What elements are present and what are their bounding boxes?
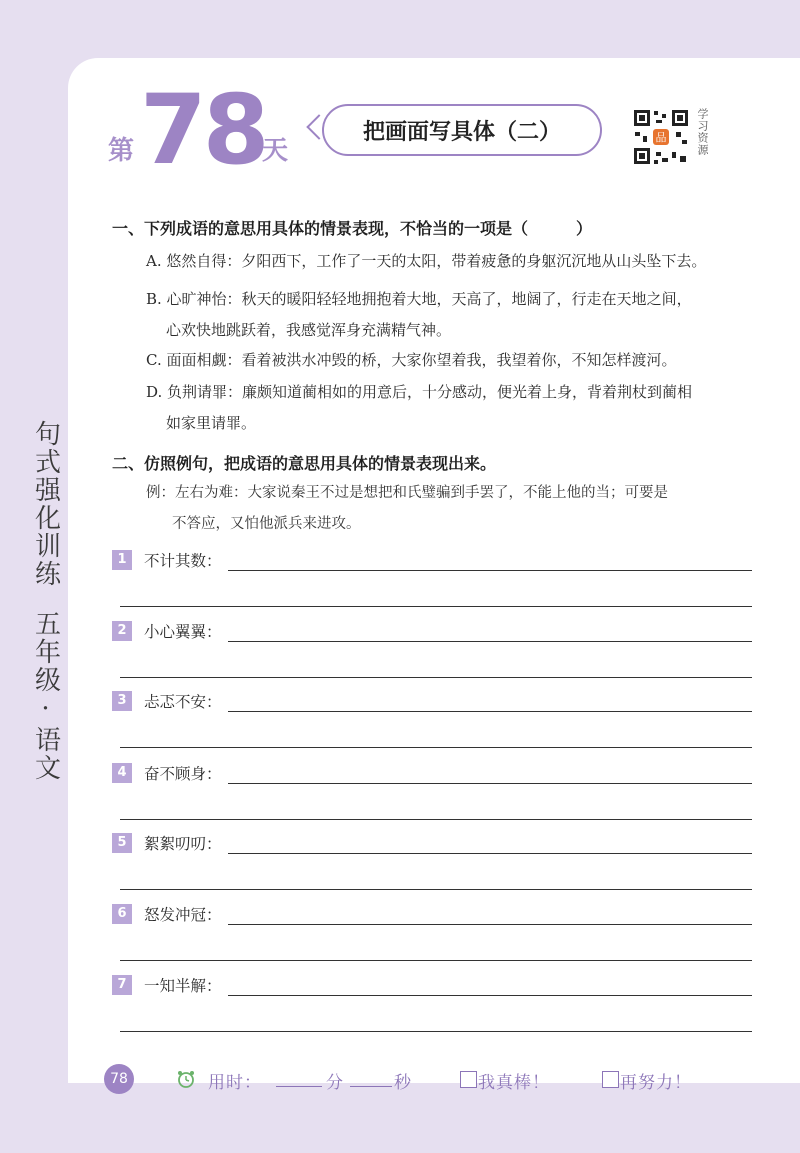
- exercise-item: [112, 904, 752, 960]
- item-idiom: 奋不顾身：: [144, 765, 222, 783]
- question-2-heading: 二、仿照例句，把成语的意思用具体的情景表现出来。: [112, 454, 497, 473]
- item-number-badge: 3: [112, 691, 132, 711]
- time-label: 用时：: [208, 1073, 262, 1093]
- item-idiom: 一知半解：: [144, 977, 222, 995]
- footer: [104, 1064, 744, 1094]
- option-d-continuation: 如家里请罪。: [166, 414, 257, 432]
- option-a-text: A. 悠然自得：夕阳西下，工作了一天的太阳，带着疲惫的身躯沉沉地从山头坠下去。: [146, 252, 707, 270]
- item-idiom: 不计其数：: [144, 552, 222, 570]
- self-rating-checkbox-great[interactable]: [460, 1071, 477, 1088]
- exercise-item: [112, 833, 752, 889]
- answer-line[interactable]: [228, 641, 752, 642]
- item-number-badge: 4: [112, 763, 132, 783]
- side-label-grade: 五年级·语文: [30, 610, 61, 782]
- option-b-continuation: 心欢快地跳跃着，我感觉浑身充满精气神。: [166, 321, 452, 339]
- item-idiom: 忐忑不安：: [144, 693, 222, 711]
- item-number-badge: 2: [112, 621, 132, 641]
- exercise-item: [112, 691, 752, 747]
- answer-line[interactable]: [120, 747, 752, 748]
- qr-center-label: 品: [655, 131, 667, 144]
- question-1-text: 一、下列成语的意思用具体的情景表现，不恰当的一项是（: [112, 219, 529, 238]
- answer-line[interactable]: [228, 853, 752, 854]
- qr-code-icon[interactable]: [632, 108, 690, 166]
- answer-line[interactable]: [120, 819, 752, 820]
- qr-caption: 学习资源: [696, 108, 709, 156]
- answer-line[interactable]: [228, 995, 752, 996]
- option-c-text: C. 面面相觑：看着被洪水冲毁的桥，大家你望着我，我望着你，不知怎样渡河。: [146, 351, 677, 369]
- question-1-heading: [112, 216, 592, 239]
- day-suffix: 天: [262, 136, 289, 166]
- option-b: [146, 284, 758, 346]
- item-number-badge: 1: [112, 550, 132, 570]
- answer-line[interactable]: [120, 606, 752, 607]
- day-number: 78: [140, 74, 266, 186]
- exercise-item: [112, 975, 752, 1031]
- option-d: [146, 377, 758, 439]
- exercise-item: [112, 621, 752, 677]
- exercise-item: [112, 763, 752, 819]
- side-label: [30, 420, 62, 782]
- lesson-title: [322, 104, 602, 156]
- self-rating-checkbox-try-harder[interactable]: [602, 1071, 619, 1088]
- minute-unit: 分: [326, 1073, 344, 1093]
- item-idiom: 絮絮叨叨：: [144, 835, 222, 853]
- item-number-badge: 7: [112, 975, 132, 995]
- exercise-item: [112, 550, 752, 606]
- self-rating-great-label: 我真棒！: [478, 1073, 550, 1093]
- self-rating-try-harder-label: 再努力！: [620, 1073, 692, 1093]
- question-1-close: ）: [576, 219, 593, 238]
- example-line-2: 不答应，又怕他派兵来进攻。: [172, 516, 361, 532]
- answer-line[interactable]: [120, 960, 752, 961]
- answer-line[interactable]: [228, 711, 752, 712]
- item-idiom: 怒发冲冠：: [144, 906, 222, 924]
- example-sentence: [146, 478, 758, 540]
- minutes-blank[interactable]: [276, 1086, 322, 1087]
- seconds-blank[interactable]: [350, 1086, 392, 1087]
- answer-line[interactable]: [120, 1031, 752, 1032]
- second-unit: 秒: [394, 1073, 412, 1093]
- answer-line[interactable]: [228, 570, 752, 571]
- option-c: [146, 345, 758, 376]
- answer-line[interactable]: [120, 889, 752, 890]
- option-a: [146, 246, 758, 277]
- answer-line[interactable]: [228, 783, 752, 784]
- alarm-clock-icon: [176, 1069, 196, 1089]
- item-number-badge: 6: [112, 904, 132, 924]
- day-prefix: 第: [108, 136, 135, 166]
- option-d-text: D. 负荆请罪：廉颇知道蔺相如的用意后，十分感动，便光着上身，背着荆杖到蔺相: [146, 383, 693, 401]
- answer-line[interactable]: [120, 677, 752, 678]
- item-number-badge: 5: [112, 833, 132, 853]
- lesson-title-text: 把画面写具体（二）: [362, 118, 561, 145]
- item-idiom: 小心翼翼：: [144, 623, 222, 641]
- side-label-series: 句式强化训练: [30, 420, 61, 588]
- option-b-text: B. 心旷神怡：秋天的暖阳轻轻地拥抱着大地，天高了，地阔了，行走在天地之间，: [146, 290, 692, 308]
- page-number: 78: [104, 1064, 134, 1094]
- example-line-1: 例：左右为难：大家说秦王不过是想把和氏璧骗到手罢了，不能上他的当；可要是: [146, 485, 668, 501]
- answer-line[interactable]: [228, 924, 752, 925]
